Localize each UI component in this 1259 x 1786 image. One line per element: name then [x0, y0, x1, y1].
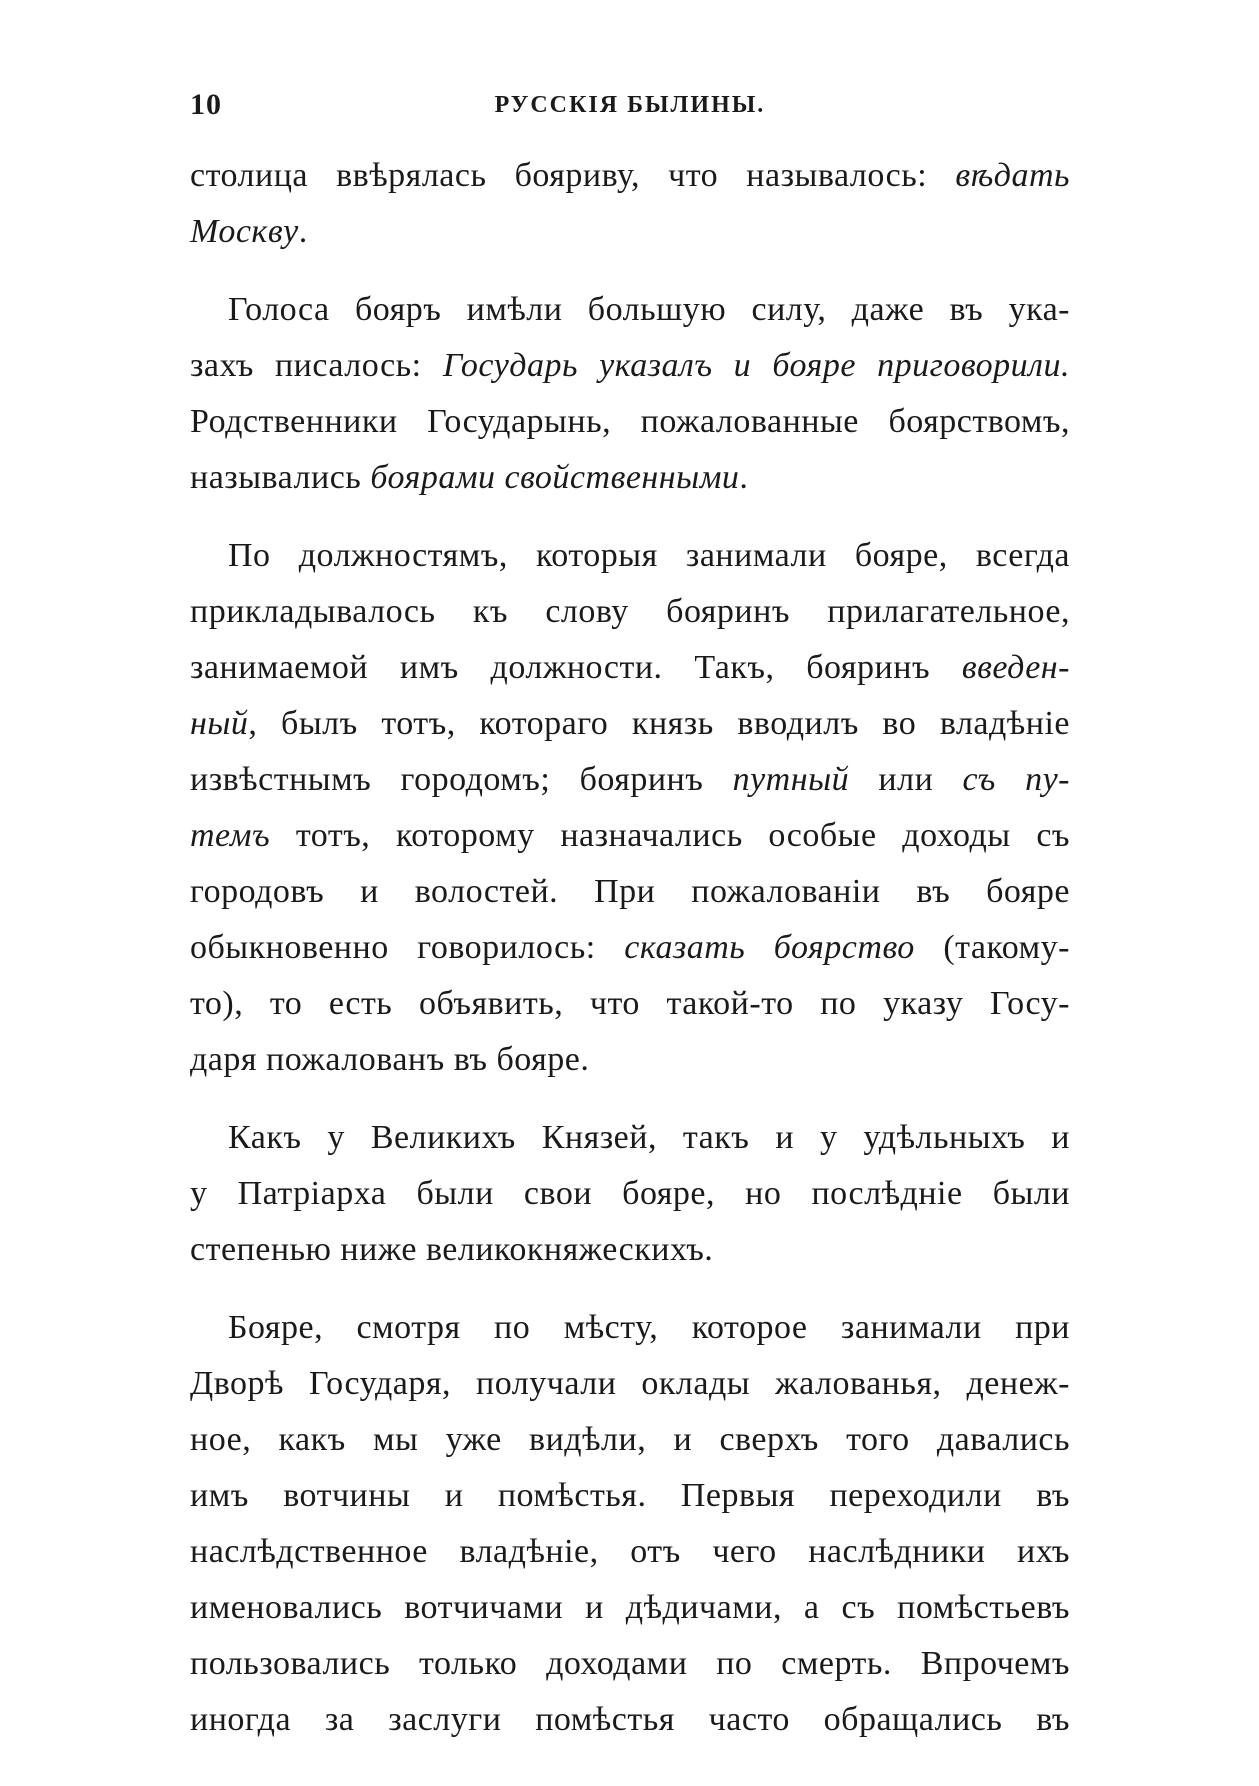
- page-header: [190, 88, 1070, 128]
- text-line: [190, 204, 1070, 260]
- text-line: [190, 640, 1070, 696]
- text-segment: пользовались только доходами по смерть. Впрочемъ: [190, 1645, 1070, 1682]
- text-segment: тотъ, которому назначались особые доходы съ: [270, 817, 1070, 854]
- page-number: 10: [190, 88, 222, 121]
- text-line: [190, 338, 1070, 394]
- text-segment: .: [298, 213, 308, 250]
- text-line: [190, 584, 1070, 640]
- text-segment: ное, какъ мы уже видѣли, и сверхъ того давались: [190, 1421, 1070, 1458]
- text-segment: .: [739, 459, 749, 496]
- text-segment: извѣстнымъ городомъ; бояринъ: [190, 761, 733, 798]
- text-segment: Бояре, смотря по мѣсту, которое занимали при: [228, 1309, 1070, 1346]
- text-line: [190, 1412, 1070, 1468]
- text-line: [190, 808, 1070, 864]
- paragraph: [190, 528, 1070, 1088]
- italic-text-segment: Государь указалъ и бояре приговорили.: [442, 347, 1070, 384]
- text-segment: (такому-: [914, 929, 1070, 966]
- italic-text-segment: введен-: [961, 649, 1070, 686]
- text-segment: Родственники Государынь, пожалованные боярствомъ,: [190, 403, 1070, 440]
- text-line: [190, 1032, 1070, 1088]
- text-line: [190, 1166, 1070, 1222]
- text-segment: именовались вотчичами и дѣдичами, а съ помѣстьевъ: [190, 1589, 1070, 1626]
- italic-text-segment: боярами свойственными: [370, 459, 740, 496]
- text-segment: наслѣдственное владѣніе, отъ чего наслѣдники ихъ: [190, 1533, 1070, 1570]
- italic-text-segment: путный: [732, 761, 850, 798]
- text-segment: назывались: [190, 459, 371, 496]
- text-segment: захъ писалось:: [190, 347, 443, 384]
- text-line: [190, 1300, 1070, 1356]
- text-line: [190, 1110, 1070, 1166]
- paragraph: [190, 148, 1070, 260]
- text-line: [190, 282, 1070, 338]
- text-line: [190, 1524, 1070, 1580]
- text-segment: занимаемой имъ должности. Такъ, бояринъ: [190, 649, 962, 686]
- text-segment: то), то есть объявить, что такой-то по указу Госу-: [190, 985, 1070, 1022]
- paragraph: [190, 1300, 1070, 1748]
- paragraph: [190, 1110, 1070, 1278]
- italic-text-segment: съ пу-: [962, 761, 1070, 798]
- text-line: [190, 696, 1070, 752]
- text-segment: Голоса бояръ имѣли большую силу, даже въ ука-: [228, 291, 1070, 328]
- text-line: [190, 920, 1070, 976]
- text-line: [190, 1636, 1070, 1692]
- text-segment: у Патріарха были свои бояре, но послѣдніе были: [190, 1175, 1070, 1212]
- italic-text-segment: ный: [190, 705, 249, 742]
- running-title: РУССКІЯ БЫЛИНЫ.: [494, 92, 766, 118]
- text-segment: По должностямъ, которыя занимали бояре, всегда: [228, 537, 1070, 574]
- text-line: [190, 976, 1070, 1032]
- text-segment: степенью ниже великокняжескихъ.: [190, 1231, 714, 1268]
- italic-text-segment: сказать боярство: [624, 929, 915, 966]
- text-segment: столица ввѣрялась бояриву, что называлось:: [190, 157, 956, 194]
- text-line: [190, 864, 1070, 920]
- text-segment: Какъ у Великихъ Князей, такъ и у удѣльныхъ и: [228, 1119, 1070, 1156]
- text-line: [190, 1356, 1070, 1412]
- text-line: [190, 394, 1070, 450]
- text-segment: прикладывалось къ слову бояринъ прилагательное,: [190, 593, 1070, 630]
- text-segment: обыкновенно говорилось:: [190, 929, 625, 966]
- text-line: [190, 1468, 1070, 1524]
- body-text: [190, 148, 1070, 1770]
- text-segment: или: [849, 761, 963, 798]
- text-line: [190, 148, 1070, 204]
- text-line: [190, 752, 1070, 808]
- text-line: [190, 528, 1070, 584]
- text-segment: имъ вотчины и помѣстья. Первыя переходили въ: [190, 1477, 1070, 1514]
- italic-text-segment: темъ: [190, 817, 271, 854]
- text-segment: городовъ и волостей. При пожалованіи въ бояре: [190, 873, 1070, 910]
- text-line: [190, 1222, 1070, 1278]
- italic-text-segment: вѣдать: [955, 157, 1070, 194]
- text-segment: Дворѣ Государя, получали оклады жалованья, денеж-: [190, 1365, 1070, 1402]
- text-line: [190, 1692, 1070, 1748]
- paragraph: [190, 282, 1070, 506]
- text-segment: иногда за заслуги помѣстья часто обращались въ: [190, 1701, 1070, 1738]
- text-segment: , былъ тотъ, котораго князь вводилъ во владѣніе: [248, 705, 1070, 742]
- text-line: [190, 1580, 1070, 1636]
- text-segment: даря пожалованъ въ бояре.: [190, 1041, 590, 1078]
- italic-text-segment: Москву: [190, 213, 299, 250]
- text-line: [190, 450, 1070, 506]
